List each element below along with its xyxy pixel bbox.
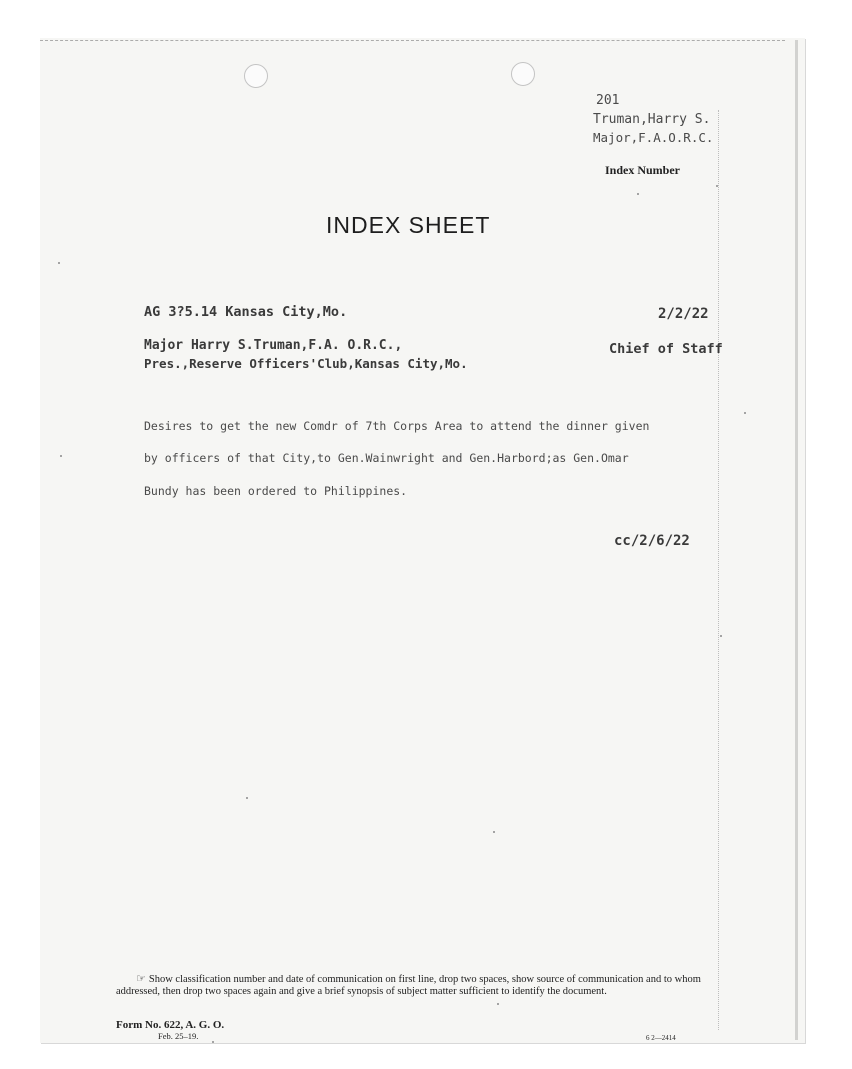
scan-speck <box>716 185 718 187</box>
classification-line: AG 3?5.14 Kansas City,Mo. <box>144 304 348 320</box>
file-number: 201 <box>596 93 620 108</box>
instructions-text: Show classification number and date of communication on first line, drop two spaces, show source of communication and to whom addressed, then drop two spaces again and give a brief synopsis of subject matter sufficient to identify the document. <box>116 974 701 997</box>
source-line-1: Major Harry S.Truman,F.A. O.R.C., <box>144 338 403 353</box>
index-number-label: Index Number <box>605 163 681 177</box>
punch-hole-right <box>511 62 535 86</box>
synopsis-line-3: Bundy has been ordered to Philippines. <box>144 484 408 498</box>
print-code: 6 2—2414 <box>646 1034 676 1042</box>
subject-rank: Major,F.A.O.R.C. <box>593 130 714 145</box>
form-instructions <box>116 973 720 997</box>
subject-name: Truman,Harry S. <box>593 112 711 127</box>
form-number: Form No. 622, A. G. O. <box>116 1019 225 1031</box>
torn-top-edge <box>40 40 785 47</box>
scan-speck <box>497 1003 499 1005</box>
pointing-hand-icon: ☞ <box>136 972 146 985</box>
scan-speck <box>493 831 495 833</box>
source-line-2: Pres.,Reserve Officers'Club,Kansas City,Mo. <box>144 356 468 371</box>
synopsis-line-1: Desires to get the new Comdr of 7th Corps Area to attend the dinner given <box>144 419 650 433</box>
fold-line <box>718 110 720 1030</box>
scan-speck <box>58 262 60 264</box>
scan-speck <box>720 635 722 637</box>
index-sheet-paper <box>40 38 805 1043</box>
punch-hole-left <box>244 64 268 88</box>
communication-date: 2/2/22 <box>658 306 709 322</box>
scan-speck <box>744 412 746 414</box>
page-title: INDEX SHEET <box>326 212 491 238</box>
scan-speck <box>246 797 248 799</box>
scan-speck <box>212 1041 214 1043</box>
form-date: Feb. 25–19. <box>158 1031 199 1041</box>
addressee: Chief of Staff <box>609 341 723 357</box>
scan-speck <box>60 455 62 457</box>
reference-code: cc/2/6/22 <box>614 533 690 549</box>
paper-edge-shadow <box>795 40 798 1040</box>
scan-speck <box>637 193 639 195</box>
synopsis-line-2: by officers of that City,to Gen.Wainwright and Gen.Harbord;as Gen.Omar <box>144 451 629 465</box>
